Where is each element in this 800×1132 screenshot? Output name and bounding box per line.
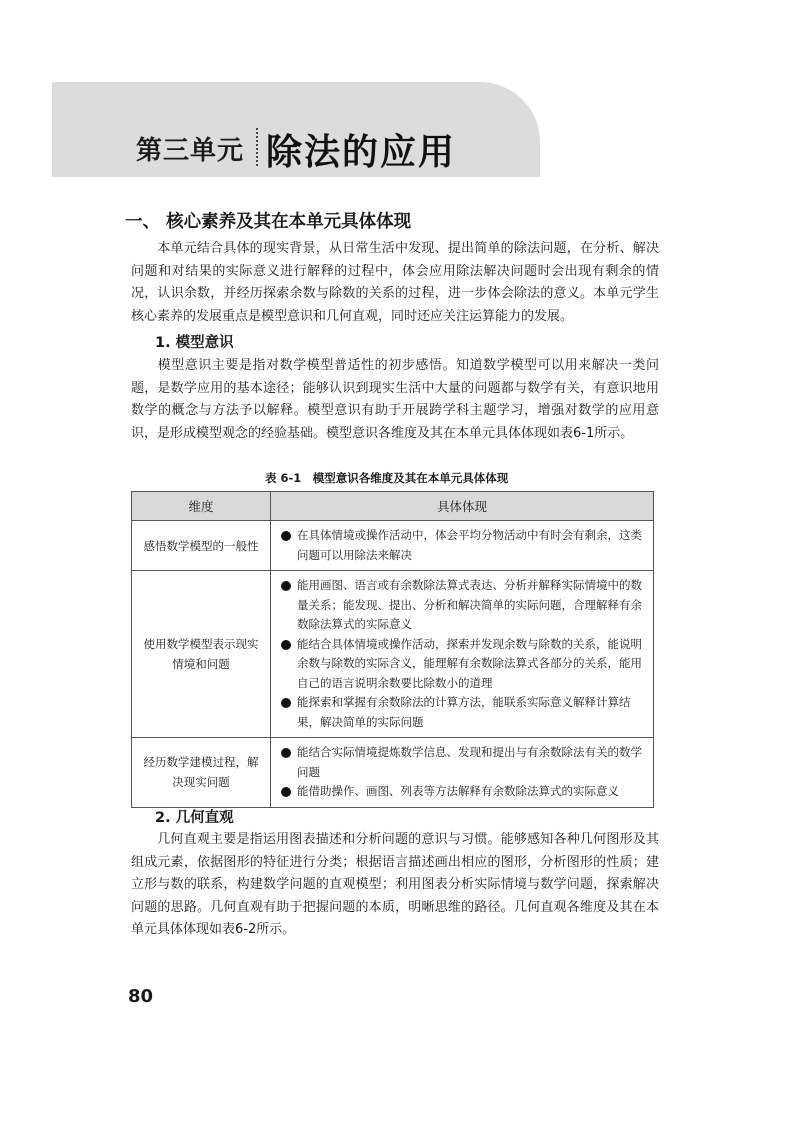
page-number: 80 — [128, 986, 154, 1007]
row-dimension: 使用数学模型表示现实情境和问题 — [132, 571, 271, 738]
item-text: 能结合实际情境提炼数学信息、发现和提出与有余数除法有关的数学问题 — [297, 745, 642, 779]
list-item — [281, 743, 647, 782]
chapter-title: 除法的应用 — [266, 132, 457, 173]
list-item — [281, 635, 647, 694]
model-text: 模型意识主要是指对数学模型普适性的初步感悟。知道数学模型可以用来解决一类问题，是数学应用的基本途径；能够认识到现实生活中大量的问题都与数学有关，有意识地用数学的概念与方法予以解释。模型意识有助于开展跨学科主题学习，增强对数学的应用意识，是形成模型观念的经验基础。模型意识各维度及其在本单元具体体现如表6-1所示。 — [131, 358, 659, 441]
row-detail — [271, 738, 654, 808]
intro-text: 本单元结合具体的现实背景，从日常生活中发现、提出简单的除法问题，在分析、解决问题和对结果的实际意义进行解释的过程中，体会应用除法解决问题时会出现有剩余的情况，认识余数，并经历探索余数与除数的关系的过程，进一步体会除法的意义。本单元学生核心素养的发展重点是模型意识和几何直观，同时还应关注运算能力的发展。 — [131, 241, 659, 324]
model-paragraph — [131, 355, 659, 445]
table-row — [132, 738, 654, 808]
section-heading: 一、 核心素养及其在本单元具体体现 — [125, 212, 412, 232]
item-text: 能探索和掌握有余数除法的计算方法，能联系实际意义解释计算结果，解决简单的实际问题 — [297, 695, 631, 729]
chapter-divider — [256, 128, 258, 166]
model-table — [131, 491, 654, 808]
list-item — [281, 782, 647, 802]
table-row — [132, 571, 654, 738]
row-detail — [271, 571, 654, 738]
row-dimension: 经历数学建模过程，解决现实问题 — [132, 738, 271, 808]
list-item — [281, 576, 647, 635]
geometry-heading: 2. 几何直观 — [155, 810, 234, 826]
item-text: 能用画图、语言或有余数除法算式表达、分析并解释实际情境中的数量关系；能发现、提出、分析和解决简单的实际问题，合理解释有余数除法算式的实际意义 — [297, 578, 642, 631]
bullet-icon — [281, 787, 291, 797]
intro-paragraph — [131, 238, 659, 328]
geometry-text: 几何直观主要是指运用图表描述和分析问题的意识与习惯。能够感知各种几何图形及其组成元素，依据图形的特征进行分类；根据语言描述画出相应的图形，分析图形的性质；建立形与数的联系，构建数学问题的直观模型；利用图表分析实际情境与数学问题，探索解决问题的思路。几何直观有助于把握问题的本质，明晰思维的路径。几何直观各维度及其在本单元具体体现如表6-2所示。 — [131, 832, 659, 937]
row-detail — [271, 521, 654, 571]
item-text: 在具体情境或操作活动中，体会平均分物活动中有时会有剩余，这类问题可以用除法来解决 — [297, 528, 642, 562]
chapter-label: 第三单元 — [136, 136, 245, 166]
bullet-icon — [281, 698, 291, 708]
table-caption: 表 6-1 模型意识各维度及其在本单元具体体现 — [265, 471, 509, 485]
row-dimension: 感悟数学模型的一般性 — [132, 521, 271, 571]
bullet-icon — [281, 640, 291, 650]
bullet-icon — [281, 748, 291, 758]
list-item — [281, 693, 647, 732]
geometry-paragraph — [131, 829, 659, 942]
item-text: 能结合具体情境或操作活动，探索并发现余数与除数的关系，能说明余数与除数的实际含义，能理解有余数除法算式各部分的关系，能用自己的语言说明余数要比除数小的道理 — [297, 636, 642, 690]
bullet-icon — [281, 531, 291, 541]
item-text: 能借助操作、画图、列表等方法解释有余数除法算式的实际意义 — [297, 784, 619, 798]
table-header-row — [132, 492, 654, 521]
bullet-icon — [281, 581, 291, 591]
table-row — [132, 521, 654, 571]
header-dimension: 维度 — [132, 492, 271, 521]
model-heading: 1. 模型意识 — [155, 335, 234, 351]
header-detail: 具体体现 — [271, 492, 654, 521]
list-item — [281, 526, 647, 565]
